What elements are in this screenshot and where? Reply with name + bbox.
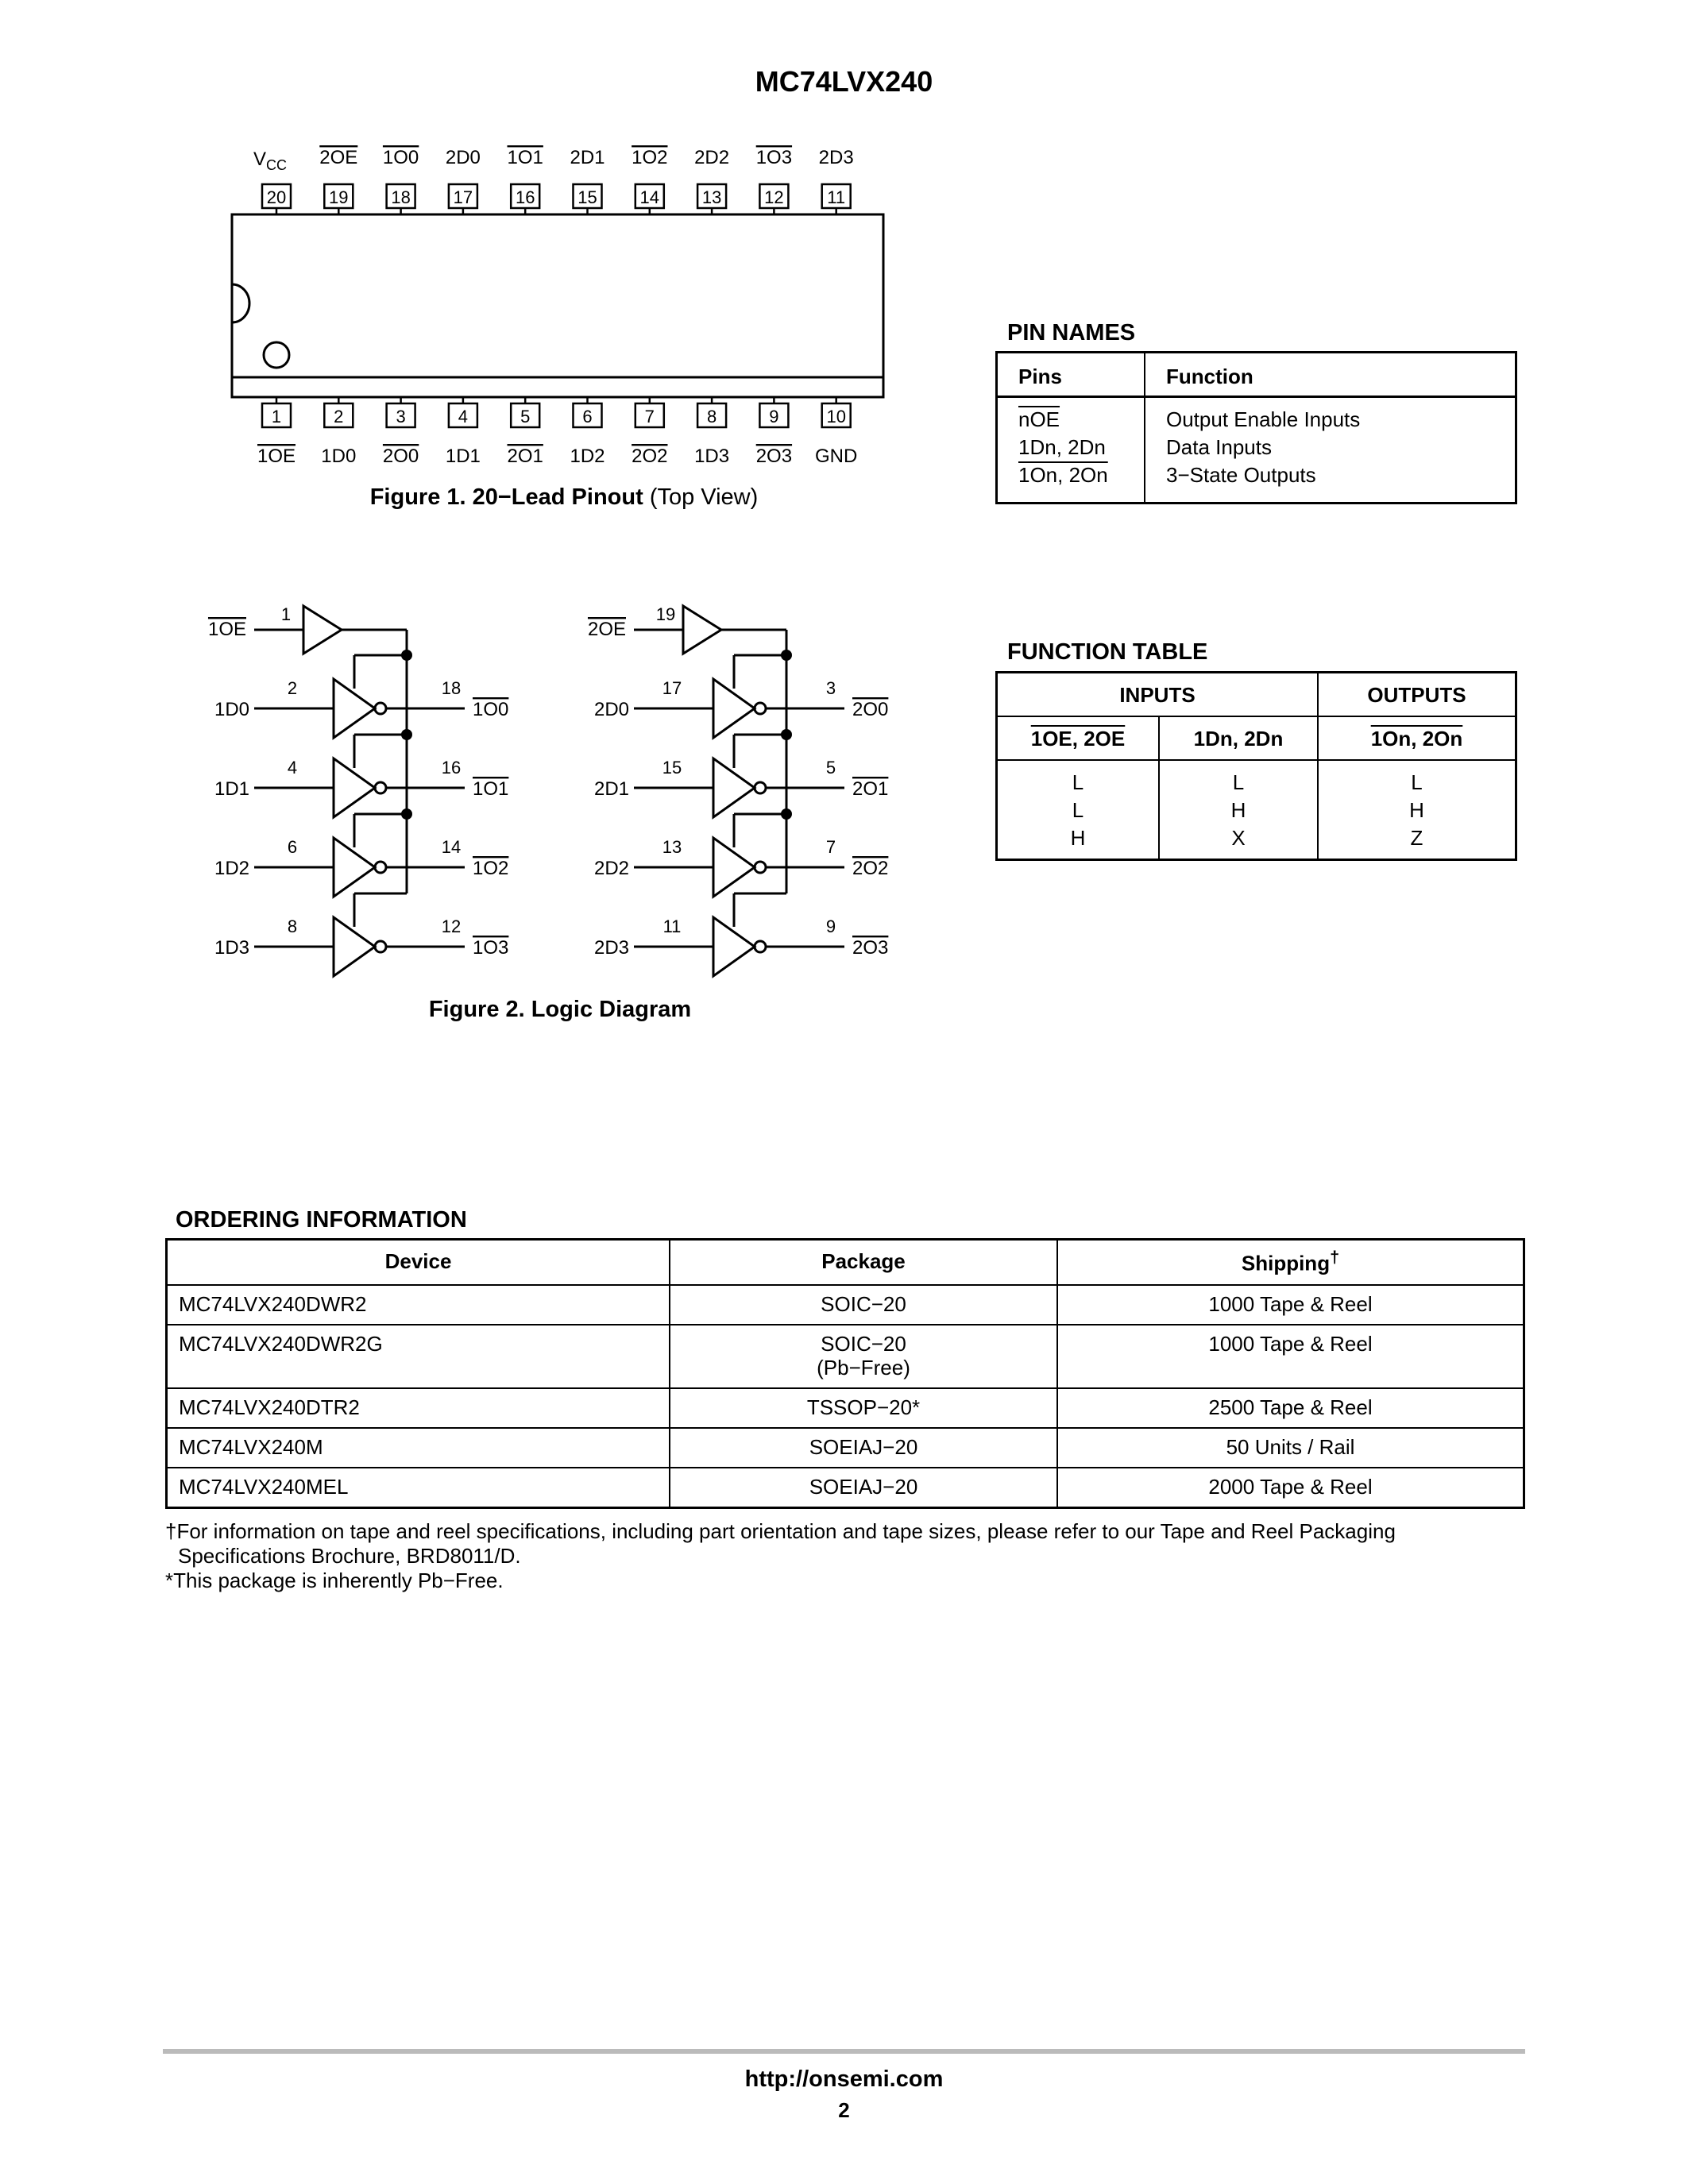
pin-16 — [508, 147, 543, 214]
junction-dot — [781, 729, 792, 740]
function-table-oe-header: 1OE, 2OE — [997, 716, 1160, 760]
pin-number: 9 — [769, 407, 779, 426]
pin-label: 2D3 — [818, 147, 854, 168]
inverting-buffer — [594, 808, 888, 897]
input-label: 1D3 — [214, 937, 250, 959]
figure2-caption: Figure 2. Logic Diagram — [428, 997, 692, 1022]
input-pin-number: 2 — [287, 678, 298, 698]
output-pin-number: 7 — [825, 837, 836, 857]
output-pin-number: 3 — [825, 678, 836, 698]
pin-label: 1D3 — [694, 446, 730, 467]
table-row: MC74LVX240DWR2 SOIC−20 1000 Tape & Reel — [167, 1285, 1524, 1325]
pin-number: 15 — [577, 187, 597, 207]
junction-dot — [401, 650, 412, 661]
pin-20 — [253, 149, 291, 214]
junction-dot — [781, 808, 792, 820]
ordering-header-package: Package — [670, 1240, 1057, 1285]
pin-14 — [632, 147, 667, 214]
output-label: 1O2 — [473, 858, 509, 879]
document-title: MC74LVX240 — [755, 65, 933, 98]
inverting-buffer — [214, 808, 508, 897]
table-row: MC74LVX240DTR2 TSSOP−20* 2500 Tape & Reel — [167, 1388, 1524, 1428]
pin-number: 5 — [520, 407, 531, 426]
pin-label: 1O1 — [507, 147, 543, 168]
inverting-buffer — [594, 650, 888, 738]
pin-label: 1D1 — [445, 446, 481, 467]
ordering-header-shipping: Shipping† — [1057, 1240, 1524, 1285]
pin-10 — [815, 397, 857, 467]
output-label: 2O3 — [852, 937, 889, 959]
pin-number: 8 — [706, 407, 717, 426]
pin-label: 1O3 — [755, 147, 793, 168]
pin-label: 2O3 — [755, 446, 793, 467]
pin-2 — [321, 397, 356, 467]
footer-divider — [163, 2049, 1525, 2054]
pin-18 — [383, 147, 419, 214]
input-pin-number: 4 — [287, 758, 298, 778]
oe-label: 1OE — [207, 619, 246, 640]
logic-group-1 — [208, 604, 508, 976]
logic-group-2 — [588, 604, 888, 976]
inverting-buffer — [214, 729, 508, 817]
input-label: 1D2 — [214, 858, 250, 879]
ordering-header-device: Device — [167, 1240, 670, 1285]
function-table-title: FUNCTION TABLE — [1007, 639, 1208, 665]
pin-6 — [570, 397, 605, 467]
output-label: 2O1 — [852, 778, 889, 800]
input-label: 2D1 — [594, 778, 630, 800]
table-row: MC74LVX240MEL SOEIAJ−20 2000 Tape & Reel — [167, 1468, 1524, 1508]
pin-names-header-function: Function — [1145, 353, 1516, 397]
pin-number: 14 — [639, 187, 660, 207]
oe-pin-number: 1 — [280, 604, 292, 624]
pin-label: GND — [815, 446, 858, 467]
pin-label: 1D2 — [570, 446, 605, 467]
table-row: MC74LVX240M SOEIAJ−20 50 Units / Rail — [167, 1428, 1524, 1468]
oe-pin-number: 19 — [655, 604, 676, 624]
pin-number: 20 — [266, 187, 287, 207]
table-row: MC74LVX240DWR2G SOIC−20 (Pb−Free) 1000 Tape & Reel — [167, 1325, 1524, 1388]
output-pin-number: 9 — [825, 916, 836, 936]
pin-number: 18 — [391, 187, 411, 207]
input-label: 1D0 — [214, 699, 250, 720]
input-label: 2D3 — [594, 937, 630, 959]
pin-5 — [508, 397, 543, 467]
pin-number: 12 — [764, 187, 784, 207]
input-pin-number: 11 — [662, 916, 682, 936]
pin-names-function-cell: Output Enable Inputs Data Inputs 3−State Outputs — [1166, 407, 1361, 487]
pin-number: 10 — [826, 407, 846, 426]
pin-number: 4 — [458, 407, 469, 426]
output-label: 1O1 — [473, 778, 509, 800]
pinout-top-pins — [253, 147, 854, 214]
pin-label: 1D0 — [321, 446, 357, 467]
function-table-oe-col: L L H — [997, 760, 1160, 860]
pin-number: 19 — [329, 187, 349, 207]
input-label: 2D0 — [594, 699, 630, 720]
output-label: 1O3 — [473, 937, 509, 959]
pin-number: 1 — [271, 407, 282, 426]
note-pb-free: *This package is inherently Pb−Free. — [165, 1569, 504, 1592]
output-pin-number: 12 — [441, 916, 462, 936]
inverting-buffer — [214, 650, 508, 738]
input-label: 2D2 — [594, 858, 630, 879]
output-pin-number: 5 — [825, 758, 836, 778]
pin-number: 13 — [701, 187, 722, 207]
pinout-diagram — [222, 135, 906, 524]
function-table — [995, 671, 1517, 861]
pin-1 — [257, 397, 295, 467]
pin-number: 16 — [515, 187, 535, 207]
pin-label: 2D2 — [694, 147, 730, 168]
pin1-notch — [232, 284, 249, 322]
output-label: 2O0 — [852, 699, 889, 720]
footer-url[interactable]: http://onsemi.com — [744, 2066, 944, 2092]
pin-8 — [694, 397, 729, 467]
output-label: 2O2 — [852, 858, 889, 879]
output-pin-number: 14 — [441, 837, 462, 857]
function-table-inputs-header: INPUTS — [997, 673, 1319, 717]
inverting-buffer — [214, 893, 508, 976]
pin-label: 2D0 — [445, 147, 481, 168]
function-table-dn-col: L H X — [1159, 760, 1318, 860]
ordering-title: ORDERING INFORMATION — [176, 1207, 467, 1233]
pin-number: 6 — [582, 407, 593, 426]
pin-12 — [756, 147, 792, 214]
function-table-on-header: 1On, 2On — [1318, 716, 1516, 760]
pin-9 — [756, 397, 792, 467]
pin-label: 1O0 — [382, 147, 419, 168]
pin-11 — [819, 147, 854, 214]
pin-label: 2O2 — [632, 446, 668, 467]
logic-diagram — [199, 600, 929, 997]
pin-label: 2O0 — [382, 446, 419, 467]
pinout-bottom-pins — [257, 397, 857, 467]
input-pin-number: 6 — [287, 837, 298, 857]
junction-dot — [781, 650, 792, 661]
pin-17 — [446, 147, 481, 214]
oe-buffer — [683, 606, 721, 654]
oe-label: 2OE — [587, 619, 626, 640]
pin-names-title: PIN NAMES — [1007, 320, 1136, 345]
pin1-dot — [264, 342, 289, 368]
pin-15 — [570, 147, 605, 214]
input-label: 1D1 — [214, 778, 250, 800]
ordering-notes — [165, 1519, 1525, 1593]
junction-dot — [401, 808, 412, 820]
chip-body — [232, 214, 883, 397]
pin-4 — [446, 397, 481, 467]
output-label: 1O0 — [473, 699, 509, 720]
ordering-table — [165, 1238, 1525, 1509]
input-pin-number: 15 — [662, 758, 682, 778]
note-brochure: Specifications Brochure, BRD8011/D. — [178, 1544, 521, 1568]
output-pin-number: 18 — [441, 678, 462, 698]
input-pin-number: 8 — [287, 916, 298, 936]
pin-13 — [694, 147, 729, 214]
pin-19 — [319, 147, 357, 214]
inverting-buffer — [594, 729, 888, 817]
figure1-caption: Figure 1. 20−Lead Pinout (Top View) — [369, 484, 759, 510]
page-number: 2 — [838, 2098, 850, 2122]
pin-label: 2O1 — [507, 446, 543, 467]
pin-label: $V_{CC}$ — [253, 149, 288, 173]
pin-names-header-pins: Pins — [997, 353, 1145, 397]
pin-number: 17 — [453, 187, 473, 207]
note-tape-reel: †For information on tape and reel specifications, including part orientation and tape sizes, please refer to our Tape and Reel Packaging — [165, 1519, 1396, 1543]
oe-buffer — [303, 606, 342, 654]
function-table-outputs-header: OUTPUTS — [1318, 673, 1516, 717]
pin-label: 2OE — [319, 147, 358, 168]
pin-3 — [383, 397, 419, 467]
input-pin-number: 13 — [662, 837, 682, 857]
function-table-on-col: L H Z — [1318, 760, 1516, 860]
pin-names-table — [995, 351, 1517, 504]
input-pin-number: 17 — [662, 678, 682, 698]
pin-number: 7 — [644, 407, 655, 426]
pin-number: 11 — [827, 187, 846, 207]
inverting-buffer — [594, 893, 888, 976]
pin-number: 3 — [396, 407, 406, 426]
pin-names-pins-cell: $\overline{nOE}$ 1Dn, 2Dn 1On, 2On — [997, 397, 1145, 504]
output-pin-number: 16 — [441, 758, 462, 778]
pin-label: 2D1 — [570, 147, 605, 168]
pin-number: 2 — [334, 407, 344, 426]
junction-dot — [401, 729, 412, 740]
pin-7 — [632, 397, 667, 467]
function-table-dn-header: 1Dn, 2Dn — [1159, 716, 1318, 760]
pin-label: 1OE — [257, 446, 296, 467]
pin-label: 1O2 — [632, 147, 668, 168]
